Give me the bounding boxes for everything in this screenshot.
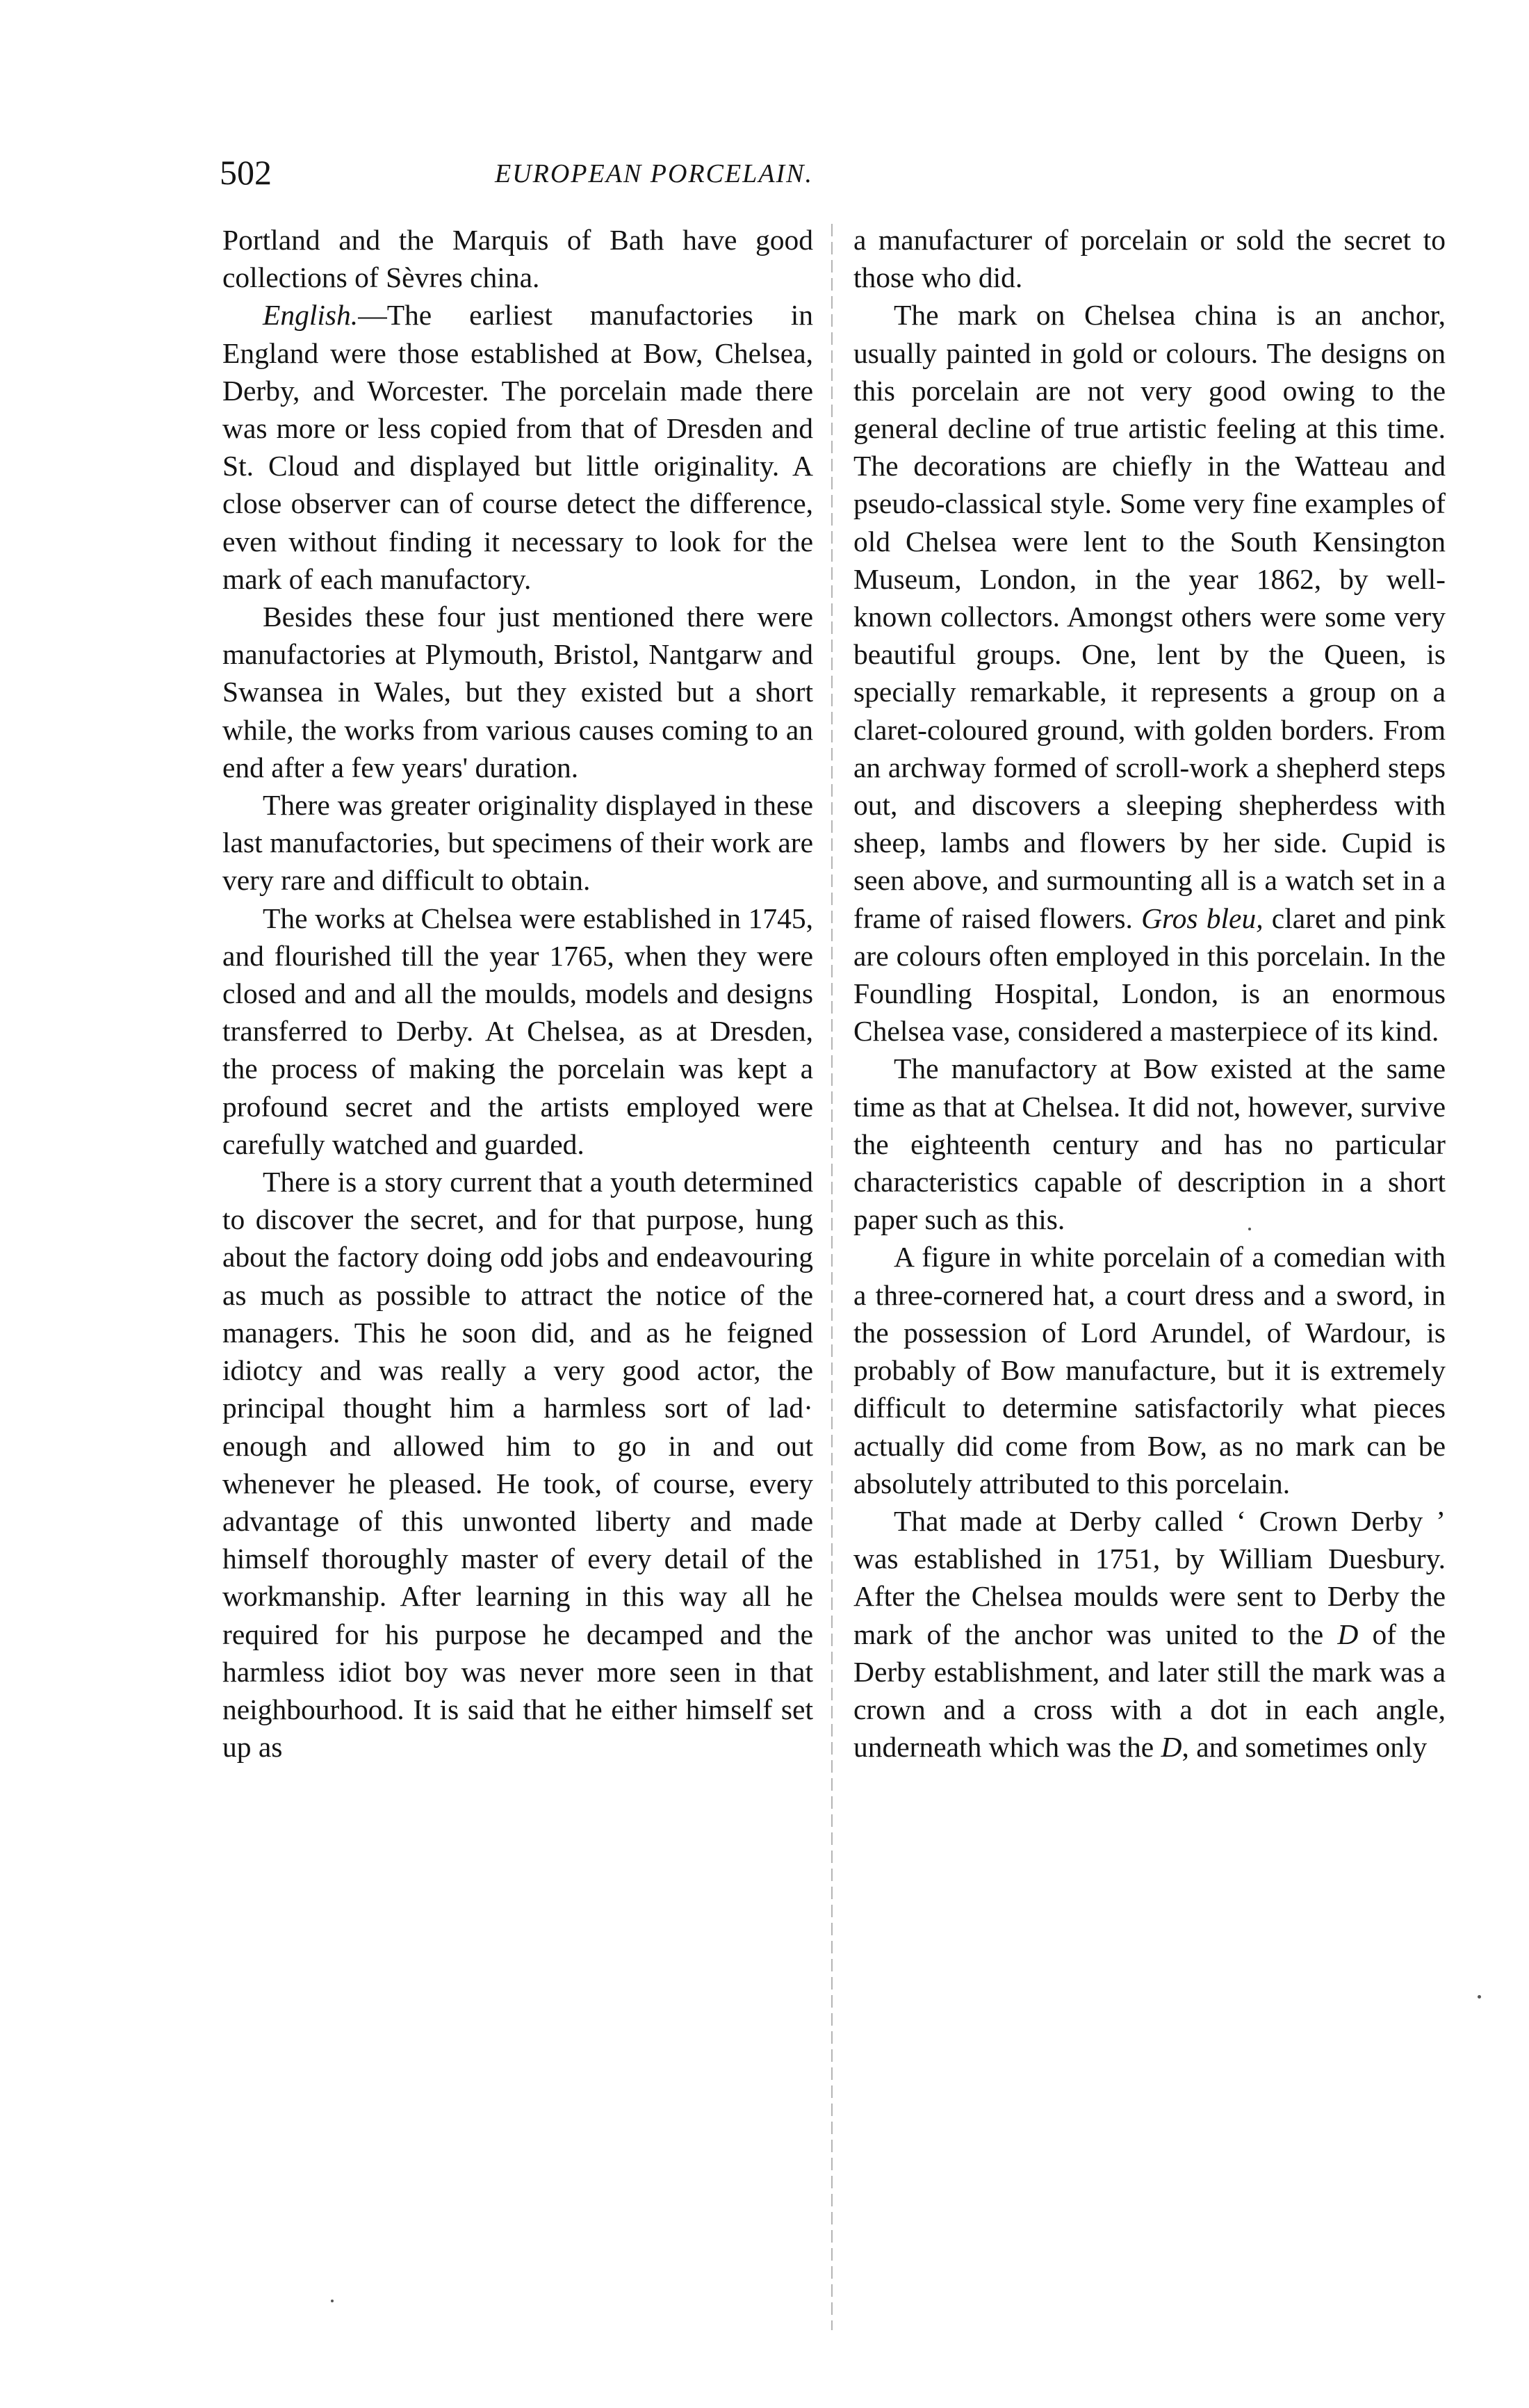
left-column bbox=[222, 221, 813, 1766]
paragraph-story: There is a story current that a youth determined to discover the secret, and for that purpose, hung about the factory doing odd jobs and endeavouring as much as possible to attract the notice of the managers. This he soon did, and as he feigned idiotcy and was really a very good actor, the principal thought him a harmless sort of lad· enough and allowed him to go in and out whenever he pleased. He took, of course, every advantage of this unwonted liberty and made himself thoroughly master of every detail of the workmanship. After learning in this way all he required for his purpose he decamped and the harmless idiot boy was never more seen in that neighbourhood. It is said that he either himself set up as bbox=[222, 1166, 813, 1764]
paragraph-derby-b: of the Derby establishment, and later still the mark was a crown and a cross with a dot in each angle, underneath which was the bbox=[853, 1618, 1446, 1764]
ink-speck bbox=[1478, 1995, 1481, 1999]
paragraph-continuation: Portland and the Marquis of Bath have good collections of Sèvres china. bbox=[222, 224, 813, 294]
running-title: EUROPEAN PORCELAIN. bbox=[494, 159, 814, 188]
paragraph-other-factories: Besides these four just mentioned there were manufactories at Plymouth, Bristol, Nantgarw and Swansea in Wales, but they existed but a short while, the works from various causes coming to an end after a few years' duration. bbox=[222, 601, 813, 783]
ink-speck bbox=[1248, 1228, 1251, 1230]
derby-mark-d: D bbox=[1337, 1618, 1359, 1650]
paragraph-figure: A figure in white porcelain of a comedian with a three-cornered hat, a court dress and a sword, in the possession of Lord Arundel, of Wardour, is probably of Bow manufacture, but it is extremely difficult to determine satisfactorily what pieces actually did come from Bow, as no mark can be absolutely attributed to this porcelain. bbox=[853, 1241, 1446, 1499]
page-header bbox=[220, 152, 1478, 196]
paragraph-chelsea-mark-tail: claret and pink are colours often employed in this porcelain. In the Foundling Hospital, London, is an enormous Chelsea vase, considered a masterpiece of its kind. bbox=[853, 902, 1446, 1048]
page-number: 502 bbox=[220, 153, 272, 192]
right-column bbox=[853, 221, 1446, 1766]
paragraph-derby bbox=[853, 1502, 1446, 1766]
paragraph-chelsea-works: The works at Chelsea were established in 1745, and flourished till the year 1765, when they were closed and and all the moulds, models and designs transferred to Derby. At Chelsea, as at Dresden, the process of making the porcelain was kept a profound secret and the artists employed were carefully watched and guarded. bbox=[222, 902, 813, 1160]
paragraph-bow: The manufactory at Bow existed at the same time as that at Chelsea. It did not, however, survive the eighteenth century and has no particular characteristics capable of description in a short paper such as this. bbox=[853, 1052, 1446, 1236]
paragraph-derby-c: , and sometimes only bbox=[1182, 1731, 1428, 1764]
column-divider bbox=[831, 224, 833, 2330]
section-lead-english: English. bbox=[263, 299, 359, 332]
paragraph-english-text: —The earliest manufactories in England were those established at Bow, Chelsea, Derby, and Worcester. The porcelain made there was more or less copied from that of Dresden and St. Cloud and displayed but little originality. A close observer can of course detect the difference, even without finding it necessary to look for the mark of each manufactory. bbox=[222, 299, 813, 595]
paragraph-chelsea-mark bbox=[853, 296, 1446, 1050]
paragraph-chelsea-mark-text: The mark on Chelsea china is an anchor, usually painted in gold or colours. The designs on this porcelain are not very good owing to the general decline of true artistic feeling at this time. The decorations are chiefly in the Watteau and pseudo-classical style. Some very fine examples of old Chelsea were lent to the South Kensington Museum, London, in the year 1862, by well-known collectors. Amongst others were some very beautiful groups. One, lent by the Queen, is specially remarkable, it represents a group on a claret-coloured ground, with golden borders. From an archway formed of scroll-work a shepherd steps out, and discovers a sleeping shepherdess with sheep, lambs and flowers by her side. Cupid is seen above, and surmounting all is a watch set in a frame of raised flowers. bbox=[853, 299, 1446, 934]
paragraph-derby-a: That made at Derby called ‘ Crown Derby ’ was established in 1751, by William Duesbury. After the Chelsea moulds were sent to Derby the mark of the anchor was united to the bbox=[853, 1504, 1446, 1650]
derby-mark-d-second: D bbox=[1161, 1731, 1182, 1764]
gros-bleu-term: Gros bleu, bbox=[1141, 902, 1264, 934]
paragraph-continuation-right: a manufacturer of porcelain or sold the secret to those who did. bbox=[853, 224, 1446, 294]
paragraph-originality: There was greater originality displayed in these last manufactories, but specimens of their work are very rare and difficult to obtain. bbox=[222, 789, 813, 897]
paragraph-english bbox=[222, 296, 813, 598]
ink-speck bbox=[331, 2300, 334, 2302]
